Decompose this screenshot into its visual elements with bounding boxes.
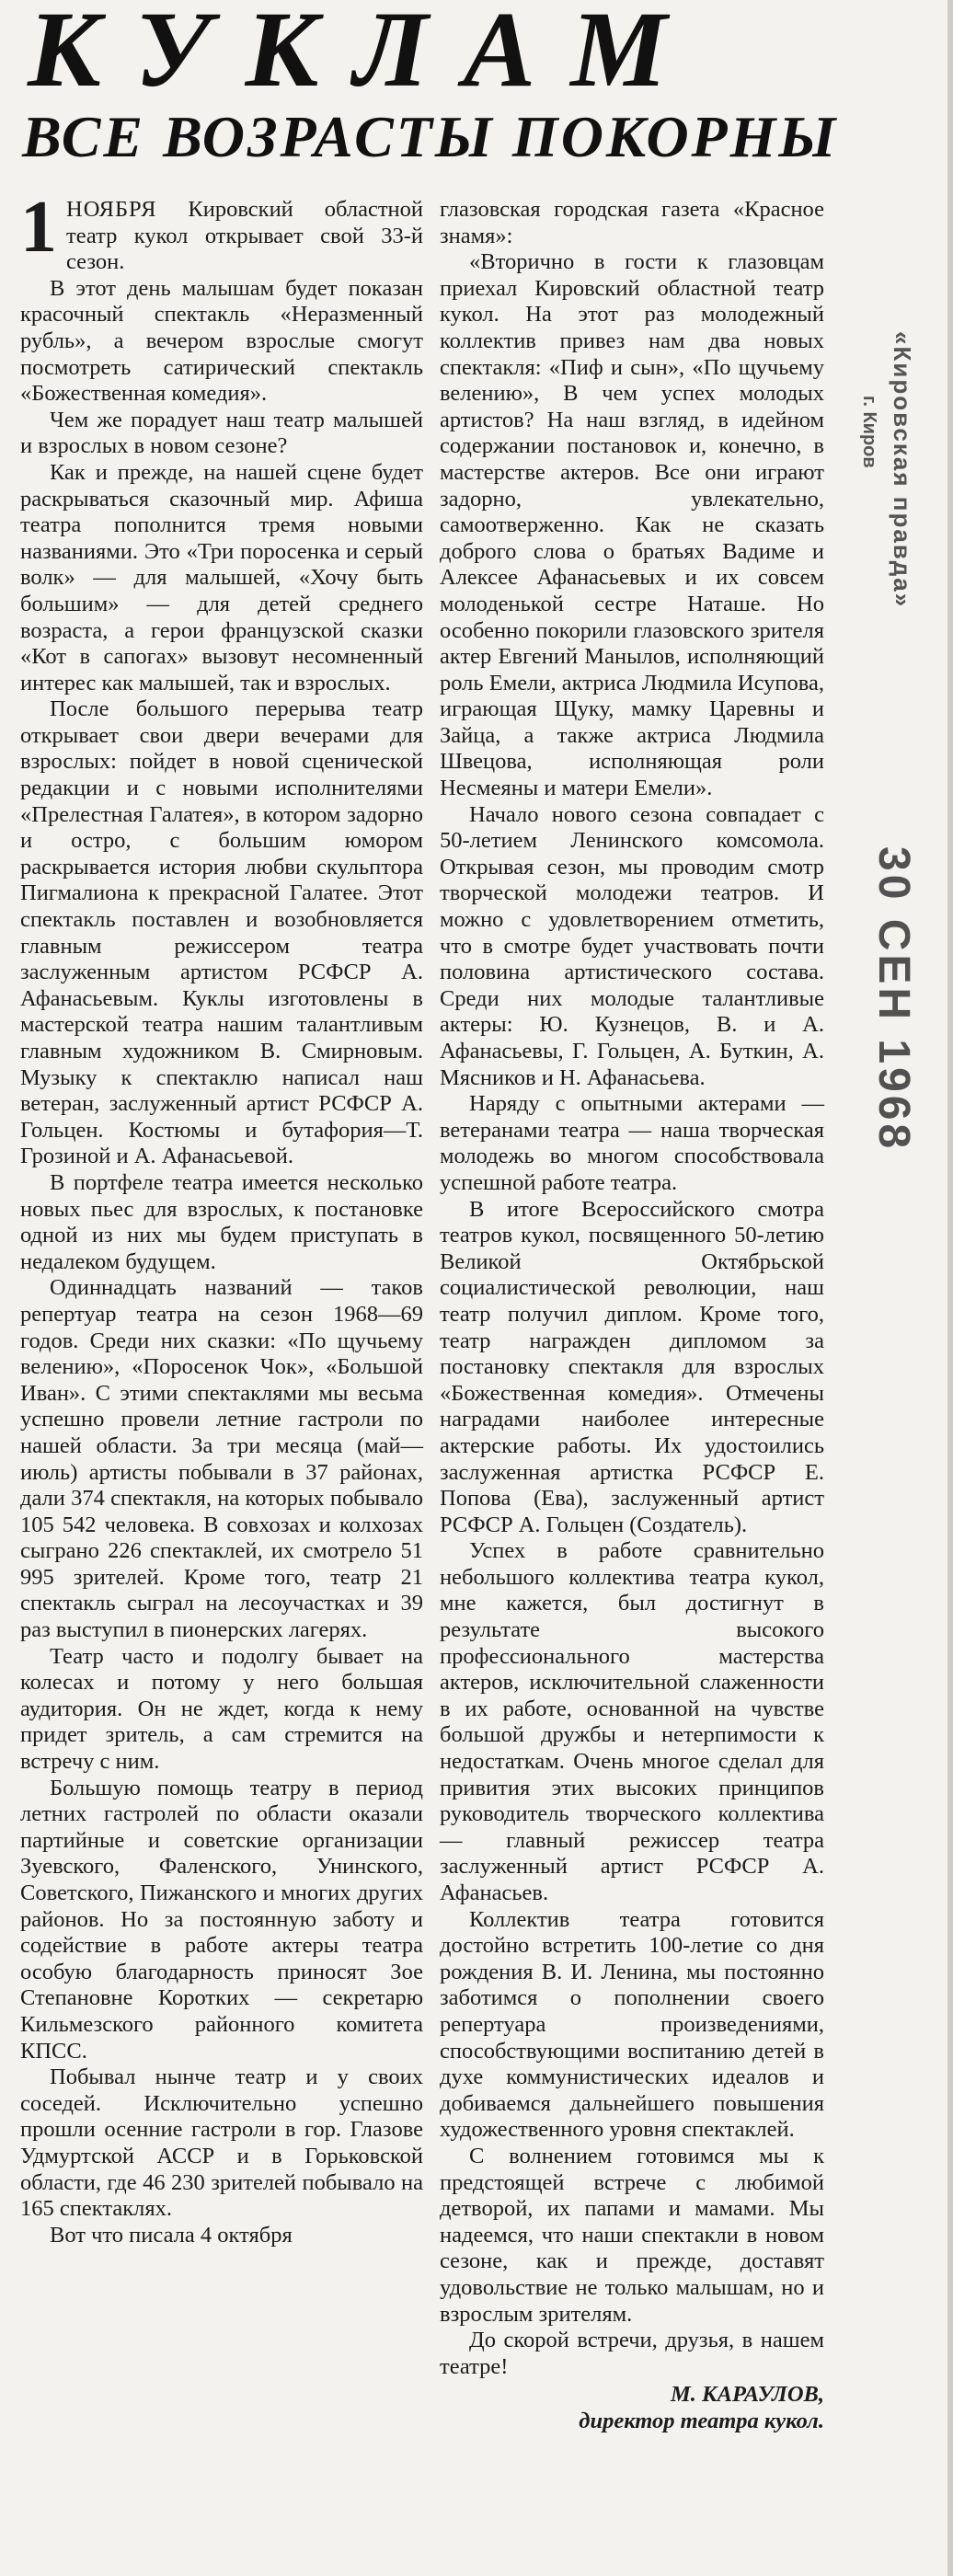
lead-paragraph: [20, 187, 423, 276]
lead-caps-text: НОЯБРЯ: [66, 197, 157, 222]
article-column-left: [20, 187, 423, 2248]
article-headline: КУКЛАМ: [28, 0, 703, 109]
article-subheadline: ВСЕ ВОЗРАСТЫ ПОКОРНЫ: [22, 104, 839, 169]
newspaper-name-stamp: «Кировская правда»: [889, 331, 916, 609]
paragraph: Театр часто и подолгу бывает на колесах и потому у него большая аудитория. Он не ждет, когда к нему придет зритель, а сам стремится на встречу с ним.: [20, 1643, 423, 1775]
lead-text: Кировский областной театр кукол открывает свой 33-й сезон.: [66, 197, 423, 275]
signature-title: директор театра кукол.: [579, 2408, 824, 2433]
paragraph: После большого перерыва театр открывает свои двери вечерами для взрослых: пойдет в новой сценической редакции и с новыми исполнителями «Прелестная Галатея», в котором задорно и остро, с большим юмором раскрывается история любви скульптора Пигмалиона к прекрасной Галатее. Этот спектакль поставлен и возобновляется главным режиссером театра заслуженным артистом РСФСР А. Афанасьевым. Куклы изготовлены в мастерской театра нашим талантливым главным художником В. Смирновым. Музыку к спектаклю написал наш ветеран, заслуженный артист РСФСР А. Гольцен. Костюмы и бутафория—Т. Грозиной и А. Афанасьевой.: [20, 696, 423, 1169]
paragraph: Как и прежде, на нашей сцене будет раскрываться сказочный мир. Афиша театра пополнится тремя новыми названиями. Это «Три поросенка и серый волк» — для малышей, «Хочу быть большим» — для детей среднего возраста, а герои французской сказки «Кот в сапогах» вызовут несомненный интерес как малышей, так и взрослых.: [20, 459, 423, 696]
signature-block: [440, 2382, 824, 2434]
paragraph: Коллектив театра готовится достойно встретить 100-летие со дня рождения В. И. Ленина, мы постоянно заботимся о пополнении своего репертуара произведениями, способствующими воспитанию детей в духе коммунистических идеалов и добиваемся дальнейшего повышения художественного уровня спектаклей.: [440, 1906, 824, 2143]
paragraph: До скорой встречи, друзья, в нашем театре!: [440, 2328, 824, 2379]
paragraph: Вот что писала 4 октября: [50, 2222, 293, 2248]
paragraph: В этот день малышам будет показан красочный спектакль «Неразменный рубль», а вечером взрослые смогут посмотреть сатирический спектакль «Божественная комедия».: [20, 275, 423, 407]
paragraph: В портфеле театра имеется несколько новых пьес для взрослых, к постановке одной из них мы будем приступать в недалеком будущем.: [20, 1169, 423, 1274]
paragraph: Одиннадцать названий — таков репертуар театра на сезон 1968—69 годов. Среди них сказки: «По щучьему велению», «Поросенок Чок», «Большой Иван». С этими спектаклями мы весьма успешно провели летние гастроли по нашей области. За три месяца (май—июль) артисты побывали в 37 районах, дали 374 спектакля, на которых побывало 105 542 человека. В совхозах и колхозах сыграно 226 спектаклей, их смотрело 51 995 зрителей. Кроме того, театр 21 спектакль сыграл на лесоучастках и 39 раз выступил в пионерских лагерях.: [20, 1275, 423, 1643]
page-edge: [947, 0, 953, 2576]
paragraph: В итоге Всероссийского смотра театров кукол, посвященного 50-летию Великой Октябрьской социалистической революции, наш театр получил диплом. Кроме того, театр награжден дипломом за постановку спектакля для взрослых «Божественная комедия». Отмечены наградами наиболее интересные актерские работы. Их удостоились заслуженная артистка РСФСР Е. Попова (Ева), заслуженный артист РСФСР А. Гольцен (Создатель).: [440, 1196, 824, 1537]
signature-name: М. КАРАУЛОВ,: [670, 2382, 824, 2408]
paragraph: Большую помощь театру в период летних гастролей по области оказали партийные и советские организации Зуевского, Фаленского, Унинского, Советского, Пижанского и многих других районов. Но за постоянную заботу и содействие в работе актеры театра особую благодарность приносят Зое Степановне Коротких — секретарю Кильмезского районного комитета КПСС.: [20, 1775, 423, 2064]
drop-cap: 1: [20, 187, 57, 268]
city-stamp: г. Киров: [859, 396, 879, 468]
paragraph-continued: глазовская городская газета «Красное знамя»:: [440, 197, 824, 248]
article-column-right: [440, 197, 824, 2434]
paragraph: Чем же порадует наш театр малышей и взрослых в новом сезоне?: [20, 407, 423, 459]
paragraph: Начало нового сезона совпадает с 50-летием Ленинского комсомола. Открывая сезон, мы проводим смотр творческой молодежи театров. И можно с удовлетворением отметить, что в смотре будет участвовать почти половина артистического состава. Среди них молодые талантливые актеры: Ю. Кузнецов, В. и А. Афанасьевы, Г. Гольцен, А. Буткин, А. Мясников и Н. Афанасьева.: [440, 801, 824, 1090]
paragraph: С волнением готовимся мы к предстоящей встрече с любимой детворой, их папами и мамами. Мы надеемся, что наши спектакли в новом сезоне, как и прежде, доставят удовольствие не только малышам, но и взрослым зрителям.: [440, 2143, 824, 2327]
paragraph: Успех в работе сравнительно небольшого коллектива театра кукол, мне кажется, был достигнут в результате высокого профессионального мастерства актеров, исключительной слаженности в их работе, основанной на чувстве большой дружбы и нетерпимости к недостаткам. Очень многое сделал для привития этих высоких принципов руководитель творческого коллектива — главный режиссер театра заслуженный артист РСФСР А. Афанасьев.: [440, 1538, 824, 1905]
paragraph: Наряду с опытными актерами — ветеранами театра — наша творческая молодежь во многом способствовала успешной работе театра.: [440, 1091, 824, 1195]
paragraph: «Вторично в гости к глазовцам приехал Кировский областной театр кукол. На этот раз молодежный коллектив привез нам два новых спектакля: «Пиф и сын», «По щучьему велению», В чем успех молодых артистов? На наш взгляд, в идейном содержании постановок и, конечно, в мастерстве актеров. Все они играют задорно, увлекательно, самоотверженно. Как не сказать доброго слова о братьях Вадиме и Алексее Афанасьевых и их совсем молоденькой сестре Наташе. Но особенно покорили глазовского зрителя актер Евгений Манылов, исполняющий роль Емели, актриса Людмила Исупова, играющая Щуку, мамку Царевны и Зайца, а также актриса Людмила Швецова, исполняющая роли Несмеяны и матери Емели».: [440, 249, 824, 801]
date-stamp: 30 СЕН 1968: [869, 846, 918, 1153]
paragraph: Побывал нынче театр и у своих соседей. Исключительно успешно прошли осенние гастроли в гор. Глазове Удмуртской АССР и в Горьковской области, где 46 230 зрителей побывало на 165 спектаклях.: [20, 2064, 423, 2222]
